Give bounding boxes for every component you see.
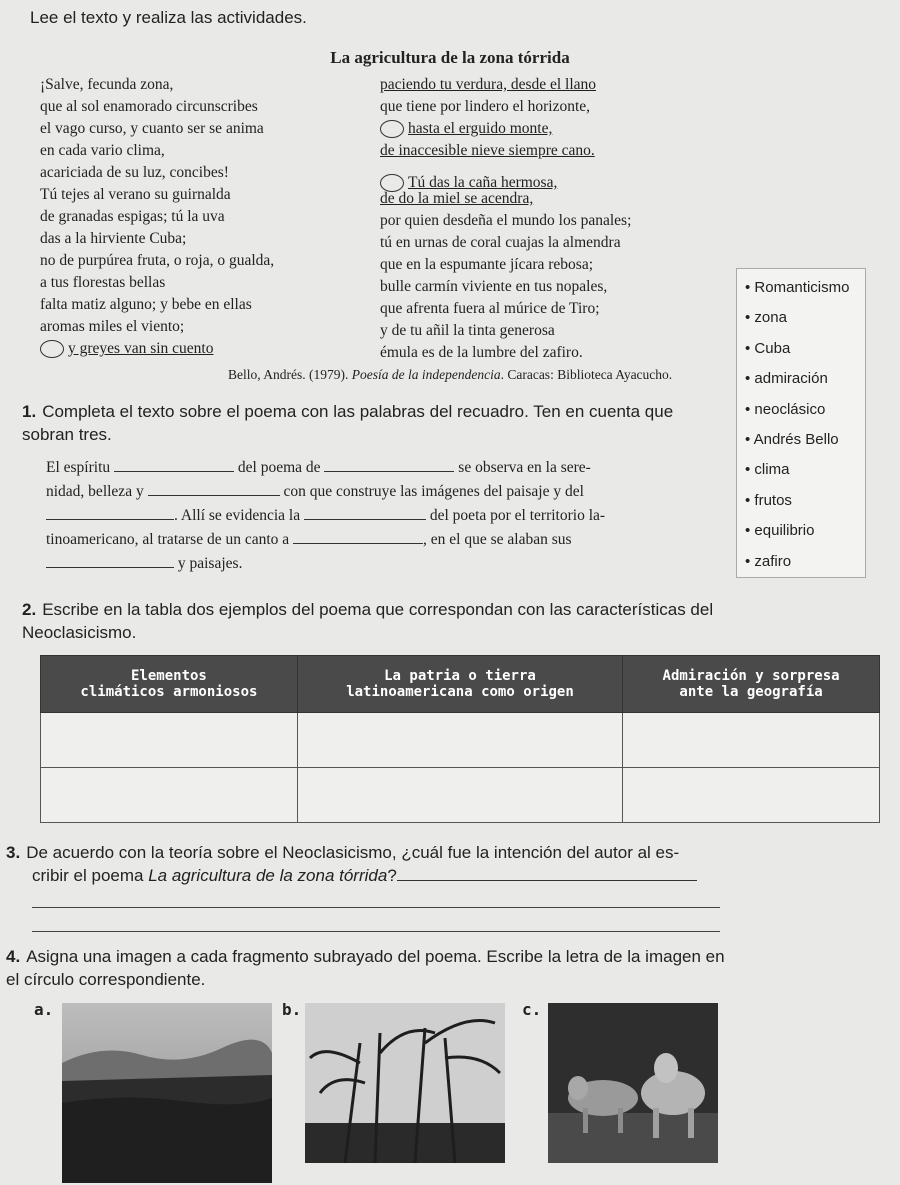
word-option: • zona <box>745 303 865 333</box>
citation <box>228 367 672 383</box>
poem-line: a tus florestas bellas <box>40 274 166 291</box>
poem-line: Tú tejes al verano su guirnalda <box>40 186 231 203</box>
fill-text: tinoamericano, al tratarse de un canto a <box>46 531 290 548</box>
question-1 <box>22 400 722 446</box>
fill-text: y paisajes. <box>177 555 243 572</box>
word-option: • Romanticismo <box>745 273 865 303</box>
fill-text: . Allí se evidencia la <box>174 507 301 524</box>
word-option: • Cuba <box>745 334 865 364</box>
answer-circle[interactable] <box>380 120 404 138</box>
answer-line[interactable] <box>397 868 697 881</box>
answer-circle[interactable] <box>40 340 64 358</box>
citation-rest: . Caracas: Biblioteca Ayacucho. <box>500 367 673 382</box>
cattle-photo <box>548 1003 718 1163</box>
question-number: 2. <box>22 600 37 619</box>
underlined-fragment: de do la miel se acendra, <box>380 190 534 207</box>
underlined-fragment: Tú das la caña hermosa, <box>408 174 558 191</box>
blank-field[interactable] <box>46 553 174 568</box>
fill-text: del poema de <box>237 459 321 476</box>
image-label-b: b. <box>282 1000 302 1019</box>
poem-line: ¡Salve, fecunda zona, <box>40 76 174 93</box>
fill-text: del poeta por el territorio la- <box>429 507 606 524</box>
landscape-photo <box>62 1003 272 1183</box>
word-option: • Andrés Bello <box>745 425 865 455</box>
poem-line: acariciada de su luz, concibes! <box>40 164 229 181</box>
poem-line <box>380 118 631 140</box>
instructions: Lee el texto y realiza las actividades. <box>30 8 307 27</box>
question-text: Completa el texto sobre el poema con las palabras del recuadro. Ten en cuenta que sobran tres. <box>22 402 674 444</box>
poem-line <box>40 338 274 360</box>
blank-field[interactable] <box>293 529 423 544</box>
question-number: 3. <box>6 843 21 862</box>
word-option: • zafiro <box>745 547 865 577</box>
answer-line[interactable] <box>32 930 720 932</box>
poem-line: das a la hirviente Cuba; <box>40 230 187 247</box>
characteristics-table <box>40 655 880 823</box>
poem-line: que tiene por lindero el horizonte, <box>380 98 591 115</box>
question-number: 1. <box>22 402 37 421</box>
question-text: cribir el poema <box>32 866 149 885</box>
fill-in-paragraph <box>46 456 726 576</box>
poem-line: bulle carmín viviente en tus nopales, <box>380 278 608 295</box>
poem-line: aromas miles el viento; <box>40 318 185 335</box>
question-3 <box>6 841 726 887</box>
citation-book: Poesía de la independencia <box>351 367 501 382</box>
image-label-a: a. <box>34 1000 54 1019</box>
blank-field[interactable] <box>324 457 454 472</box>
word-option: • clima <box>745 455 865 485</box>
poem-left-column <box>40 74 274 360</box>
poem-line: que en la espumante jícara rebosa; <box>380 256 594 273</box>
image-label-c: c. <box>522 1000 542 1019</box>
word-option: • admiración <box>745 364 865 394</box>
question-4 <box>6 945 736 991</box>
answer-line[interactable] <box>32 906 720 908</box>
poem-right-column <box>380 74 631 364</box>
poem-line: que al sol enamorado circunscribes <box>40 98 258 115</box>
citation-author: Bello, Andrés. (1979). <box>228 367 352 382</box>
blank-field[interactable] <box>304 505 426 520</box>
underlined-fragment: paciendo tu verdura, desde el llano <box>380 76 597 93</box>
underlined-fragment: hasta el erguido monte, <box>408 120 553 137</box>
poem-line: de granadas espigas; tú la uva <box>40 208 225 225</box>
question-text: ? <box>387 866 397 885</box>
table-cell[interactable] <box>297 768 622 823</box>
fill-text: El espíritu <box>46 459 111 476</box>
question-2 <box>22 598 742 644</box>
poem-line: el vago curso, y cuanto ser se anima <box>40 120 264 137</box>
question-number: 4. <box>6 947 21 966</box>
word-option: • neoclásico <box>745 395 865 425</box>
fill-text: , en el que se alaban sus <box>423 531 572 548</box>
underlined-fragment: y greyes van sin cuento <box>68 340 214 357</box>
table-cell[interactable] <box>623 713 880 768</box>
fill-text: nidad, belleza y <box>46 483 144 500</box>
underlined-fragment: de inaccesible nieve siempre cano. <box>380 142 595 159</box>
table-header: Admiración y sorpresa ante la geografía <box>623 656 880 713</box>
poem-line: no de purpúrea fruta, o roja, o gualda, <box>40 252 275 269</box>
table-cell[interactable] <box>297 713 622 768</box>
table-header: La patria o tierra latinoamericana como origen <box>297 656 622 713</box>
blank-field[interactable] <box>148 481 280 496</box>
poem-line: falta matiz alguno; y bebe en ellas <box>40 296 252 313</box>
word-option: • frutos <box>745 486 865 516</box>
table-cell[interactable] <box>41 713 298 768</box>
poem-line: tú en urnas de coral cuajas la almendra <box>380 234 621 251</box>
question-text: Escribe en la tabla dos ejemplos del poema que correspondan con las características del Neoclasicismo. <box>22 600 714 642</box>
question-text: De acuerdo con la teoría sobre el Neoclasicismo, ¿cuál fue la intención del autor al es- <box>26 843 680 862</box>
table-cell[interactable] <box>41 768 298 823</box>
poem-line: y de tu añil la tinta generosa <box>380 322 555 339</box>
poem-line: en cada vario clima, <box>40 142 165 159</box>
table-header: Elementos climáticos armoniosos <box>41 656 298 713</box>
poem-line: émula es de la lumbre del zafiro. <box>380 344 583 361</box>
fill-text: se observa en la sere- <box>458 459 591 476</box>
poem-line: por quien desdeña el mundo los panales; <box>380 212 632 229</box>
word-option: • equilibrio <box>745 516 865 546</box>
blank-field[interactable] <box>114 457 234 472</box>
blank-field[interactable] <box>46 505 174 520</box>
poem-title-reference: La agricultura de la zona tórrida <box>148 866 388 885</box>
question-text: Asigna una imagen a cada fragmento subrayado del poema. Escribe la letra de la imagen en el círculo correspondiente. <box>6 947 725 989</box>
poem-title: La agricultura de la zona tórrida <box>330 48 570 67</box>
poem-line: que afrenta fuera al múrice de Tiro; <box>380 300 600 317</box>
sugarcane-photo <box>305 1003 505 1163</box>
word-box <box>736 268 866 578</box>
table-cell[interactable] <box>623 768 880 823</box>
fill-text: con que construye las imágenes del paisaje y del <box>283 483 584 500</box>
